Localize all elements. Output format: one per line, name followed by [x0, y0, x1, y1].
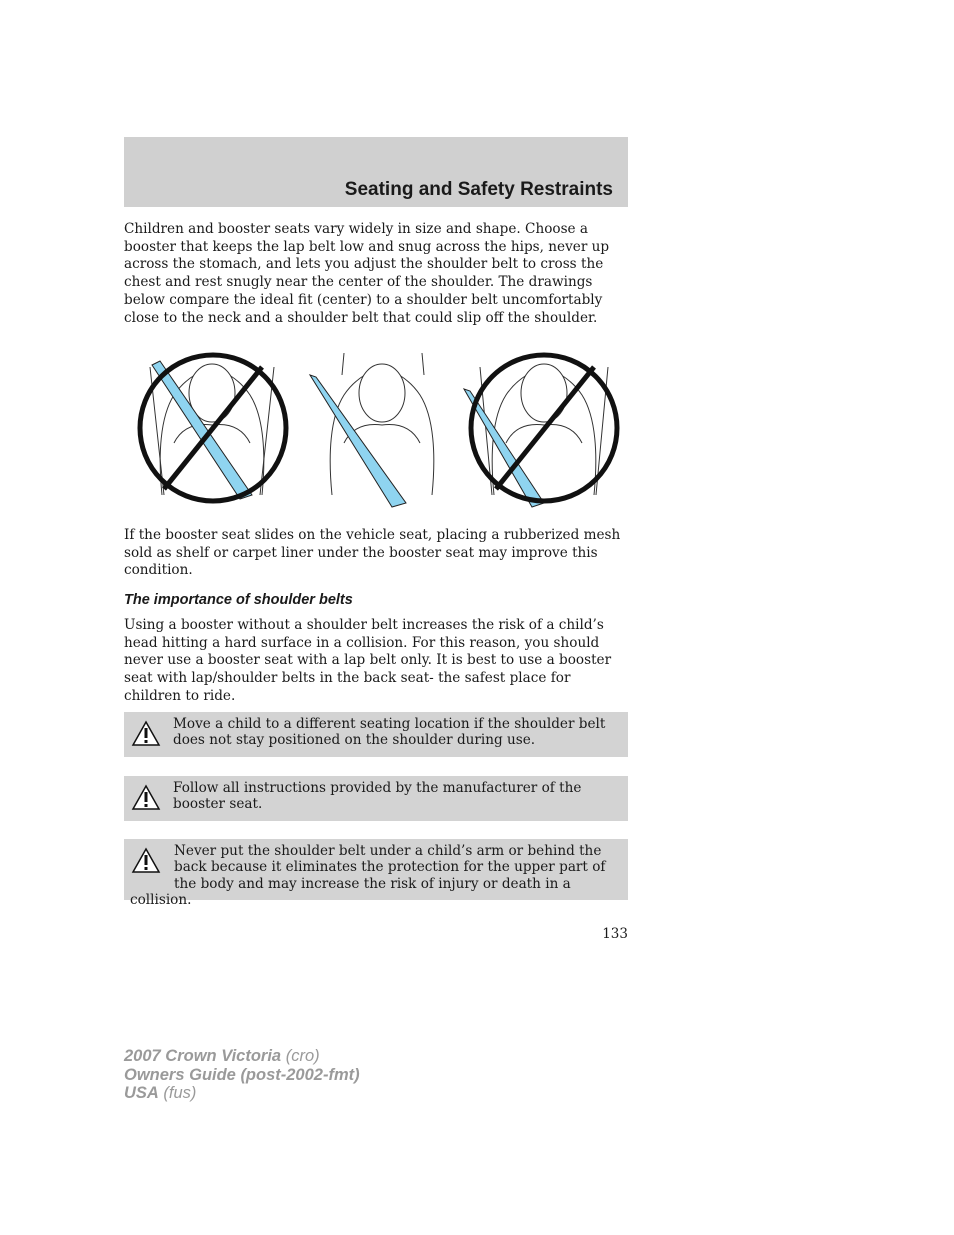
- correct-belt-fit-drawing: [310, 353, 434, 507]
- intro-paragraph: Children and booster seats vary widely in size and shape. Choose a booster that keeps the lap belt low and snug across the hips, never up across the stomach, and lets you adjust the shoulder belt to cross the chest and rest snugly near the center of the shoulder. The drawings below compare the ideal fit (center) to a shoulder belt uncomfortably close to the neck and a shoulder belt that could slip off the shoulder.: [124, 221, 610, 326]
- section-title: Seating and Safety Restraints: [344, 179, 613, 200]
- footer-line-2: Owners Guide (post-2002-fmt): [124, 1065, 360, 1084]
- section-header-band: [124, 137, 628, 207]
- warning-text: Follow all instructions provided by the manufacturer of the booster seat.: [173, 780, 582, 813]
- mesh-paragraph: If the booster seat slides on the vehicle seat, placing a rubberized mesh sold as shelf or carpet liner under the booster seat may improve this condition.: [124, 527, 621, 579]
- warning-triangle-icon: [131, 784, 161, 811]
- warning-box: [124, 776, 628, 821]
- document-footer: [124, 1047, 360, 1103]
- footer-line-3: USA (fus): [124, 1084, 197, 1102]
- shoulder-belt-paragraph: Using a booster without a shoulder belt increases the risk of a child’s head hitting a hard surface in a collision. For this reason, you should never use a booster seat with a lap belt only. It is best to use a booster seat with lap/shoulder belts in the back seat- the safest place for children to ride.: [124, 617, 612, 704]
- page-number: 133: [602, 926, 628, 942]
- warning-text: Move a child to a different seating location if the shoulder belt does not stay positioned on the shoulder during use.: [173, 716, 606, 749]
- warning-box: [124, 839, 628, 908]
- belt-too-close-to-neck-drawing: [140, 355, 286, 501]
- warning-triangle-icon: [131, 847, 161, 874]
- warning-text: Never put the shoulder belt under a child’s arm or behind the back because it eliminates the protection for the upper part of the body and may increase the risk of injury or death in a collision.: [130, 843, 606, 908]
- belt-slipping-off-shoulder-drawing: [464, 355, 617, 507]
- footer-line-1: 2007 Crown Victoria (cro): [124, 1047, 320, 1065]
- booster-belt-fit-illustration: [124, 345, 630, 515]
- warning-box: [124, 712, 628, 757]
- warning-triangle-icon: [131, 720, 161, 747]
- subheading: The importance of shoulder belts: [124, 592, 353, 608]
